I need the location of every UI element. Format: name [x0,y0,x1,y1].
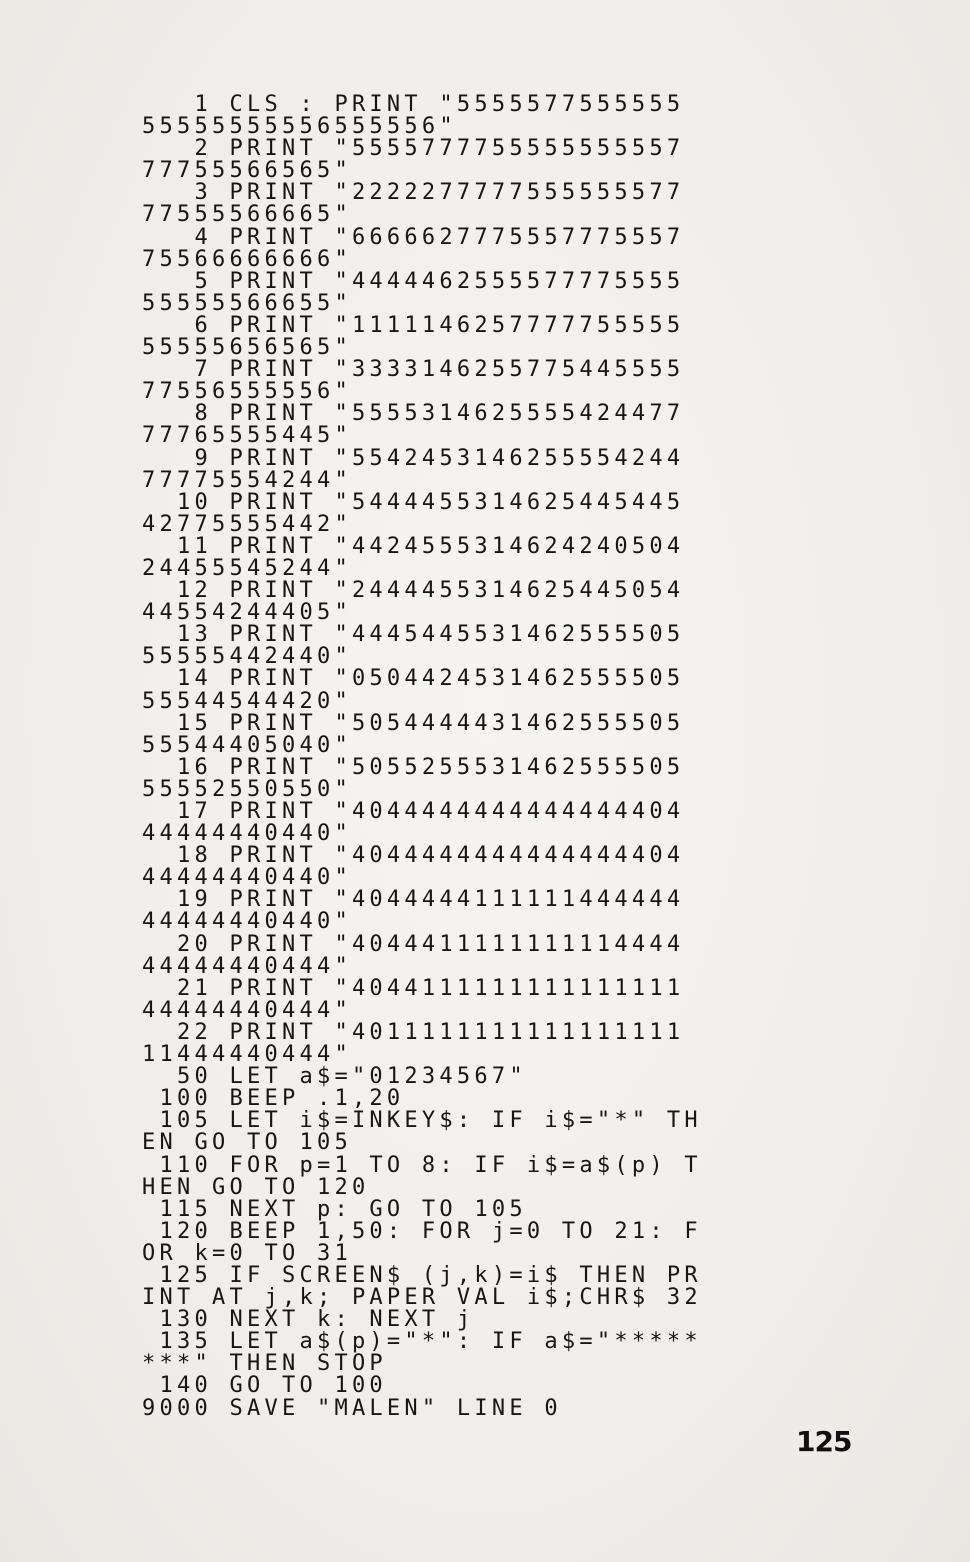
listing-line: 4 PRINT "6666627775557775557 [142,224,685,250]
listing-line: 9 PRINT "5542453146255554244 [142,445,685,471]
listing-line: INT AT j,k; PAPER VAL i$;CHR$ 32 [142,1285,702,1311]
listing-line: 50 LET a$="01234567" [142,1064,527,1090]
listing-line: 135 LET a$(p)="*": IF a$="***** [142,1329,702,1355]
listing-line: 55555656565" [142,335,352,361]
listing-line: 110 FOR p=1 TO 8: IF i$=a$(p) T [142,1152,702,1178]
listing-line: 19 PRINT "4044444111111444444 [142,887,685,913]
listing-line: 77556555556" [142,379,352,405]
listing-line: 12 PRINT "2444455314625445054 [142,578,685,604]
listing-line: 11444440444" [142,1042,352,1068]
listing-line: 9000 SAVE "MALEN" LINE 0 [142,1395,562,1421]
listing-line: 125 IF SCREEN$ (j,k)=i$ THEN PR [142,1262,702,1288]
listing-line: 14 PRINT "0504424531462555505 [142,666,685,692]
listing-line: 21 PRINT "4044111111111111111 [142,975,685,1001]
listing-line: 77765555445" [142,423,352,449]
listing-line: 100 BEEP .1,20 [142,1086,405,1112]
page-number: 125 [796,1425,852,1458]
listing-line: 120 BEEP 1,50: FOR j=0 TO 21: F [142,1218,702,1244]
listing-line: 16 PRINT "5055255531462555505 [142,754,685,780]
listing-line: 44444440440" [142,865,352,891]
listing-line: 44444440440" [142,909,352,935]
listing-line: 3 PRINT "2222277777555555577 [142,180,685,206]
listing-line: 140 GO TO 100 [142,1373,387,1399]
listing-line: 55552550550" [142,776,352,802]
listing-line: 55555442440" [142,644,352,670]
listing-line: 44444440444" [142,997,352,1023]
listing-line: 10 PRINT "5444455314625445445 [142,489,685,515]
listing-line: 7 PRINT "3333146255775445555 [142,357,685,383]
listing-line: 17 PRINT "4044444444444444404 [142,799,685,824]
listing-line: 44444440444" [142,953,352,979]
listing-line: 2 PRINT "5555777755555555557 [142,136,685,162]
basic-program-listing [142,94,842,1420]
listing-line: 75566666666" [142,246,352,272]
listing-line: 22 PRINT "4011111111111111111 [142,1019,685,1045]
listing-line: 130 NEXT k: NEXT j [142,1307,475,1333]
listing-line: 44444440440" [142,821,352,847]
listing-line: 1 CLS : PRINT "5555577555555 [142,92,685,117]
listing-line: 77755566565" [142,158,352,184]
listing-line: 55544405040" [142,732,352,758]
listing-line: 55555566655" [142,290,352,316]
listing-line: 42775555442" [142,511,352,537]
listing-line: 15 PRINT "5054444431462555505 [142,710,685,736]
listing-line: 6 PRINT "1111146257777755555 [142,312,685,338]
listing-line: 44554244405" [142,600,352,626]
listing-line: OR k=0 TO 31 [142,1240,352,1266]
listing-line: ***" THEN STOP [142,1351,387,1377]
listing-line: 8 PRINT "5555314625555424477 [142,401,685,427]
listing-line: 5 PRINT "4444462555577775555 [142,268,685,294]
listing-line: 77555566665" [142,202,352,228]
listing-line: 11 PRINT "4424555314624240504 [142,533,685,559]
listing-line: 55544544420" [142,688,352,714]
listing-line: 115 NEXT p: GO TO 105 [142,1196,527,1222]
listing-line: EN GO TO 105 [142,1130,352,1156]
listing-line: HEN GO TO 120 [142,1174,370,1200]
listing-line: 18 PRINT "4044444444444444404 [142,843,685,869]
listing-line: 105 LET i$=INKEY$: IF i$="*" TH [142,1108,702,1134]
listing-line: 55555555556555556" [142,114,457,140]
listing-line: 20 PRINT "4044411111111114444 [142,931,685,957]
listing-line: 77775554244" [142,467,352,493]
listing-line: 24455545244" [142,555,352,581]
listing-line: 13 PRINT "4445445531462555505 [142,622,685,648]
